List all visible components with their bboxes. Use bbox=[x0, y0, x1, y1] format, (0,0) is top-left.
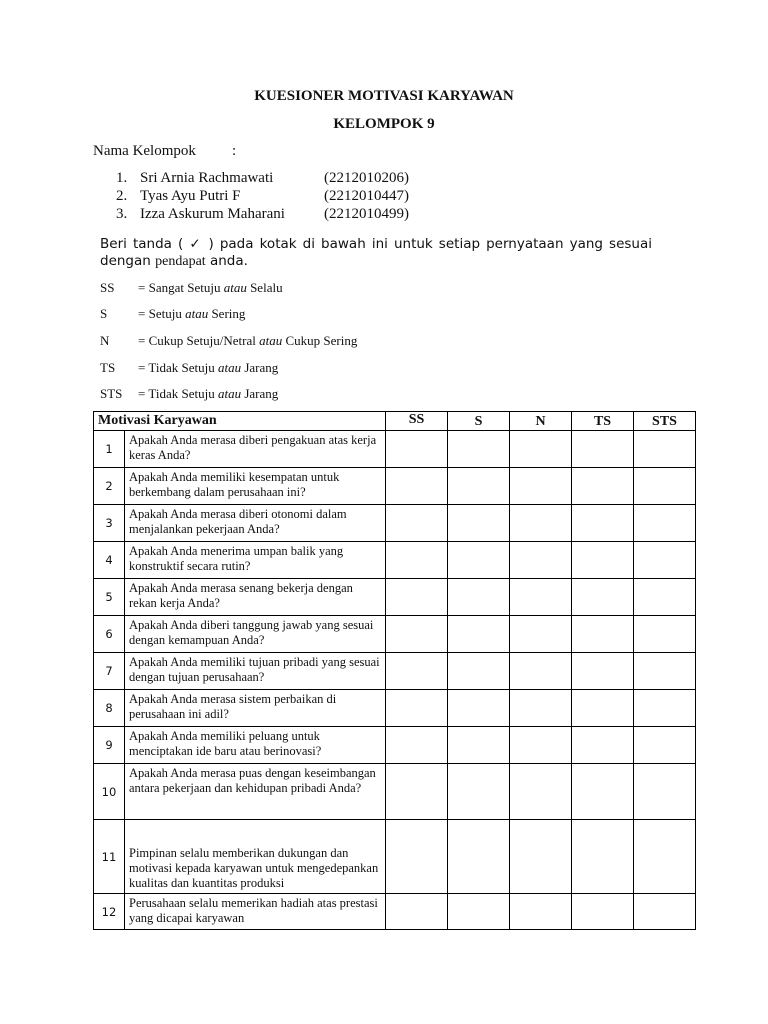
answer-cell-ts[interactable] bbox=[572, 764, 634, 820]
answer-cell-n[interactable] bbox=[510, 653, 572, 690]
legend-item bbox=[100, 306, 245, 322]
answer-cell-n[interactable] bbox=[510, 505, 572, 542]
answer-cell-ts[interactable] bbox=[572, 690, 634, 727]
legend-atau: atau bbox=[259, 333, 283, 348]
legend-atau: atau bbox=[217, 386, 242, 401]
legend-meaning: Tidak Setuju bbox=[148, 360, 215, 375]
answer-cell-ss[interactable] bbox=[386, 542, 448, 579]
answer-cell-ss[interactable] bbox=[386, 579, 448, 616]
group-name-label: Nama Kelompok bbox=[93, 143, 196, 159]
legend-item bbox=[100, 360, 278, 376]
member-name: Tyas Ayu Putri F bbox=[140, 188, 241, 204]
column-header-ts: TS bbox=[572, 412, 634, 431]
row-number: 4 bbox=[94, 542, 125, 579]
member-nim: (2212010499) bbox=[324, 206, 409, 222]
legend-item bbox=[100, 386, 278, 402]
answer-cell-sts[interactable] bbox=[634, 653, 696, 690]
table-row bbox=[94, 820, 696, 894]
answer-cell-ts[interactable] bbox=[572, 727, 634, 764]
answer-cell-n[interactable] bbox=[510, 764, 572, 820]
answer-cell-s[interactable] bbox=[448, 820, 510, 894]
answer-cell-ss[interactable] bbox=[386, 894, 448, 930]
questionnaire-table bbox=[93, 411, 696, 930]
answer-cell-sts[interactable] bbox=[634, 431, 696, 468]
answer-cell-n[interactable] bbox=[510, 468, 572, 505]
legend-alt: Sering bbox=[211, 306, 246, 321]
answer-cell-n[interactable] bbox=[510, 579, 572, 616]
question-text: Apakah Anda diberi tanggung jawab yang sesuai dengan kemampuan Anda? bbox=[125, 616, 386, 653]
legend-abbr: TS bbox=[100, 360, 116, 375]
answer-cell-ts[interactable] bbox=[572, 468, 634, 505]
checkmark-icon: ✓ bbox=[189, 236, 203, 252]
member-number: 3. bbox=[116, 206, 128, 222]
legend-eq: = bbox=[138, 333, 149, 348]
table-row bbox=[94, 542, 696, 579]
member-nim: (2212010447) bbox=[324, 188, 409, 204]
question-text: Pimpinan selalu memberikan dukungan dan motivasi kepada karyawan untuk mengedepankan kualitas dan kuantitas produksi bbox=[125, 820, 386, 894]
table-row bbox=[94, 894, 696, 930]
legend-item bbox=[100, 333, 357, 349]
group-name-colon: : bbox=[232, 143, 237, 159]
answer-cell-ts[interactable] bbox=[572, 542, 634, 579]
row-number: 3 bbox=[94, 505, 125, 542]
table-header-row bbox=[94, 412, 696, 431]
answer-cell-ts[interactable] bbox=[572, 616, 634, 653]
table-row bbox=[94, 653, 696, 690]
member-item bbox=[116, 170, 409, 187]
column-header-sts: STS bbox=[634, 412, 696, 431]
table-row bbox=[94, 727, 696, 764]
table-row bbox=[94, 468, 696, 505]
legend-alt: Jarang bbox=[244, 360, 279, 375]
answer-cell-ss[interactable] bbox=[386, 820, 448, 894]
answer-cell-ts[interactable] bbox=[572, 579, 634, 616]
table-header-title: Motivasi Karyawan bbox=[94, 412, 386, 431]
answer-cell-n[interactable] bbox=[510, 727, 572, 764]
legend-abbr: SS bbox=[100, 280, 115, 295]
question-text: Apakah Anda memiliki tujuan pribadi yang sesuai dengan tujuan perusahaan? bbox=[125, 653, 386, 690]
answer-cell-s[interactable] bbox=[448, 431, 510, 468]
question-text: Apakah Anda memiliki kesempatan untuk berkembang dalam perusahaan ini? bbox=[125, 468, 386, 505]
answer-cell-sts[interactable] bbox=[634, 727, 696, 764]
answer-cell-s[interactable] bbox=[448, 468, 510, 505]
answer-cell-sts[interactable] bbox=[634, 468, 696, 505]
row-number: 6 bbox=[94, 616, 125, 653]
answer-cell-s[interactable] bbox=[448, 616, 510, 653]
answer-cell-ss[interactable] bbox=[386, 727, 448, 764]
column-header-n: N bbox=[510, 412, 572, 431]
legend-meaning: Setuju bbox=[148, 306, 182, 321]
instruction-paragraph bbox=[100, 236, 652, 270]
legend-atau: atau bbox=[223, 280, 247, 295]
question-text: Apakah Anda memiliki peluang untuk menciptakan ide baru atau berinovasi? bbox=[125, 727, 386, 764]
column-header-ss: SS bbox=[386, 412, 448, 431]
legend-item bbox=[100, 280, 283, 296]
answer-cell-ts[interactable] bbox=[572, 820, 634, 894]
legend-abbr: N bbox=[100, 333, 110, 348]
legend-alt: Jarang bbox=[244, 386, 279, 401]
legend-abbr: S bbox=[100, 306, 108, 321]
answer-cell-ss[interactable] bbox=[386, 468, 448, 505]
legend-alt: Selalu bbox=[250, 280, 283, 295]
answer-cell-ts[interactable] bbox=[572, 505, 634, 542]
legend-eq: = bbox=[138, 306, 149, 321]
legend-atau: atau bbox=[185, 306, 209, 321]
answer-cell-s[interactable] bbox=[448, 505, 510, 542]
answer-cell-n[interactable] bbox=[510, 542, 572, 579]
member-name: Sri Arnia Rachmawati bbox=[140, 170, 274, 186]
question-text: Apakah Anda merasa diberi pengakuan atas kerja keras Anda? bbox=[125, 431, 386, 468]
answer-cell-n[interactable] bbox=[510, 894, 572, 930]
instruction-end: anda. bbox=[209, 253, 248, 269]
member-item bbox=[116, 188, 409, 205]
answer-cell-s[interactable] bbox=[448, 727, 510, 764]
answer-cell-sts[interactable] bbox=[634, 542, 696, 579]
document-subtitle: KELOMPOK 9 bbox=[333, 116, 435, 132]
answer-cell-ss[interactable] bbox=[386, 653, 448, 690]
row-number: 11 bbox=[94, 820, 125, 894]
legend-meaning: Cukup Setuju/Netral bbox=[148, 333, 256, 348]
question-text: Perusahaan selalu memerikan hadiah atas prestasi yang dicapai karyawan bbox=[125, 894, 386, 930]
answer-cell-ts[interactable] bbox=[572, 653, 634, 690]
table-row bbox=[94, 431, 696, 468]
row-number: 12 bbox=[94, 894, 125, 930]
answer-cell-ss[interactable] bbox=[386, 616, 448, 653]
answer-cell-s[interactable] bbox=[448, 894, 510, 930]
question-text: Apakah Anda merasa sistem perbaikan di perusahaan ini adil? bbox=[125, 690, 386, 727]
column-header-s: S bbox=[448, 412, 510, 431]
answer-cell-n[interactable] bbox=[510, 690, 572, 727]
answer-cell-sts[interactable] bbox=[634, 820, 696, 894]
legend-meaning: Tidak Setuju bbox=[148, 386, 215, 401]
answer-cell-ss[interactable] bbox=[386, 690, 448, 727]
member-item bbox=[116, 206, 409, 223]
row-number: 10 bbox=[94, 764, 125, 820]
answer-cell-n[interactable] bbox=[510, 431, 572, 468]
legend-meaning: Sangat Setuju bbox=[148, 280, 221, 295]
answer-cell-s[interactable] bbox=[448, 542, 510, 579]
question-text: Apakah Anda merasa diberi otonomi dalam menjalankan pekerjaan Anda? bbox=[125, 505, 386, 542]
instruction-suffix: ) pada kotak di bawah ini untuk setiap pernyataan yang sesuai dengan bbox=[100, 236, 652, 269]
row-number: 2 bbox=[94, 468, 125, 505]
row-number: 7 bbox=[94, 653, 125, 690]
answer-cell-ts[interactable] bbox=[572, 431, 634, 468]
legend-eq: = bbox=[138, 360, 149, 375]
member-number: 1. bbox=[116, 170, 128, 186]
answer-cell-n[interactable] bbox=[510, 820, 572, 894]
answer-cell-s[interactable] bbox=[448, 764, 510, 820]
member-nim: (2212010206) bbox=[324, 170, 409, 186]
answer-cell-n[interactable] bbox=[510, 616, 572, 653]
question-text: Apakah Anda menerima umpan balik yang konstruktif secara rutin? bbox=[125, 542, 386, 579]
legend-alt: Cukup Sering bbox=[285, 333, 358, 348]
answer-cell-sts[interactable] bbox=[634, 764, 696, 820]
answer-cell-s[interactable] bbox=[448, 690, 510, 727]
member-name: Izza Askurum Maharani bbox=[140, 206, 285, 222]
answer-cell-sts[interactable] bbox=[634, 690, 696, 727]
table-row bbox=[94, 764, 696, 820]
legend-abbr: STS bbox=[100, 386, 123, 401]
table-row bbox=[94, 690, 696, 727]
answer-cell-sts[interactable] bbox=[634, 505, 696, 542]
answer-cell-ss[interactable] bbox=[386, 505, 448, 542]
instruction-prefix: Beri tanda ( bbox=[100, 236, 184, 252]
answer-cell-s[interactable] bbox=[448, 653, 510, 690]
answer-cell-ss[interactable] bbox=[386, 764, 448, 820]
table-row bbox=[94, 579, 696, 616]
document-title: KUESIONER MOTIVASI KARYAWAN bbox=[254, 88, 514, 104]
table-row bbox=[94, 616, 696, 653]
answer-cell-ts[interactable] bbox=[572, 894, 634, 930]
row-number: 8 bbox=[94, 690, 125, 727]
legend-eq: = bbox=[138, 386, 149, 401]
answer-cell-sts[interactable] bbox=[634, 616, 696, 653]
answer-cell-ss[interactable] bbox=[386, 431, 448, 468]
member-number: 2. bbox=[116, 188, 128, 204]
answer-cell-sts[interactable] bbox=[634, 579, 696, 616]
legend-atau: atau bbox=[217, 360, 242, 375]
answer-cell-sts[interactable] bbox=[634, 894, 696, 930]
row-number: 9 bbox=[94, 727, 125, 764]
legend-eq: = bbox=[138, 280, 149, 295]
row-number: 5 bbox=[94, 579, 125, 616]
question-text: Apakah Anda merasa senang bekerja dengan rekan kerja Anda? bbox=[125, 579, 386, 616]
table-row bbox=[94, 505, 696, 542]
row-number: 1 bbox=[94, 431, 125, 468]
instruction-tail: pendapat bbox=[155, 254, 206, 269]
question-text: Apakah Anda merasa puas dengan keseimbangan antara pekerjaan dan kehidupan pribadi Anda? bbox=[125, 764, 386, 820]
answer-cell-s[interactable] bbox=[448, 579, 510, 616]
